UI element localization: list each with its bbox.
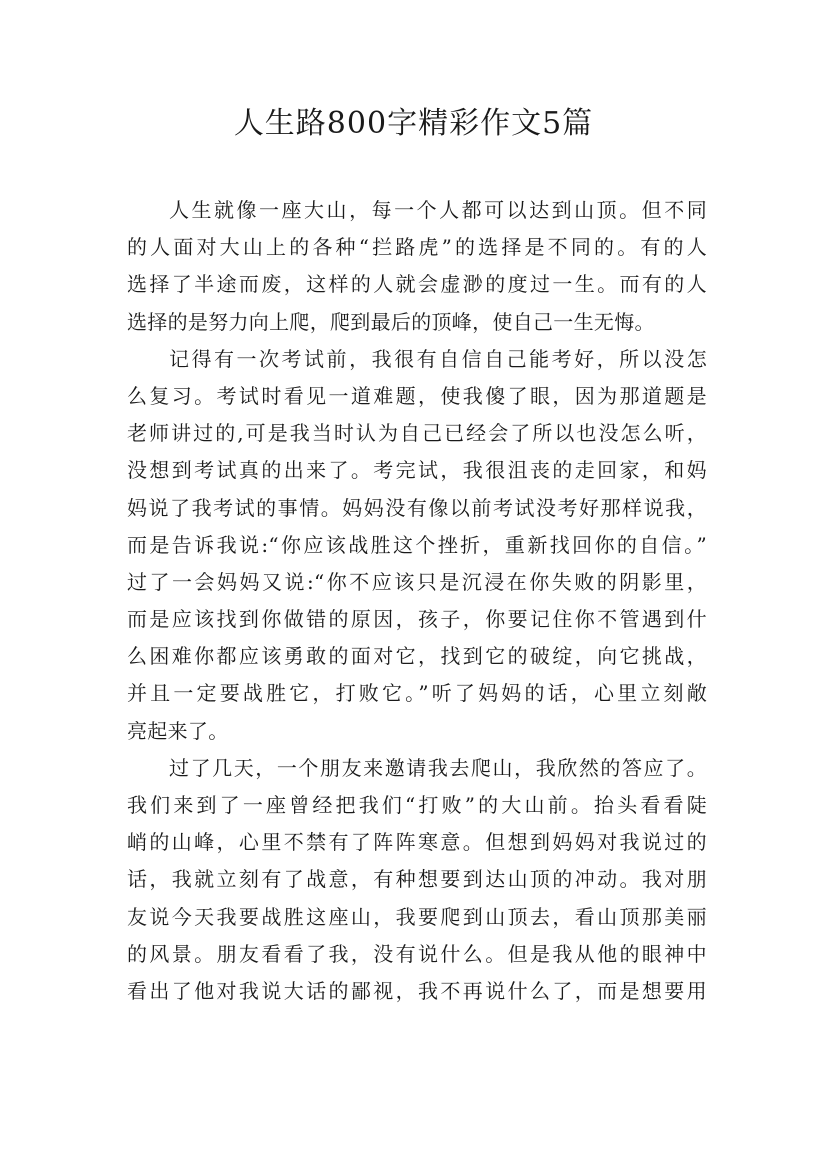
text-line: 并且一定要战胜它，打败它。”听了妈妈的话，心里立刻敞 [127, 681, 707, 706]
text-line: 峭的山峰，心里不禁有了阵阵寒意。但想到妈妈对我说过的 [127, 830, 707, 855]
text-line: 么困难你都应该勇敢的面对它，找到它的破绽，向它挑战， [127, 644, 707, 669]
text-line: 选择了半途而废，这样的人就会虚渺的度过一生。而有的人 [127, 272, 707, 297]
text-line: 没想到考试真的出来了。考完试，我很沮丧的走回家，和妈 [127, 458, 707, 483]
text-line: 的风景。朋友看看了我，没有说什么。但是我从他的眼神中 [127, 941, 707, 966]
document-title: 人生路800字精彩作文5篇 [233, 106, 594, 141]
text-line: 看出了他对我说大话的鄙视，我不再说什么了，而是想要用 [127, 978, 707, 1003]
text-line: 的人面对大山上的各种“拦路虎”的选择是不同的。有的人 [127, 235, 707, 260]
text-line: 我们来到了一座曾经把我们“打败”的大山前。抬头看看陡 [127, 793, 707, 817]
text-line: 亮起来了。 [127, 718, 229, 743]
text-line: 么复习。考试时看见一道难题，使我傻了眼，因为那道题是 [127, 383, 707, 408]
text-line: 老师讲过的,可是我当时认为自己已经会了所以也没怎么听， [127, 421, 707, 446]
text-line: 记得有一次考试前，我很有自信自己能考好，所以没怎 [169, 346, 707, 371]
text-line: 选择的是努力向上爬，爬到最后的顶峰，使自己一生无悔。 [127, 309, 655, 334]
text-line: 友说今天我要战胜这座山，我要爬到山顶去，看山顶那美丽 [127, 904, 707, 929]
text-line: 人生就像一座大山，每一个人都可以达到山顶。但不同 [169, 198, 707, 222]
text-line: 而是应该找到你做错的原因，孩子，你要记住你不管遇到什 [127, 607, 707, 632]
text-line: 话，我就立刻有了战意，有种想要到达山顶的冲动。我对朋 [127, 867, 707, 892]
text-line: 妈说了我考试的事情。妈妈没有像以前考试没考好那样说我， [127, 495, 707, 520]
text-line: 过了一会妈妈又说:“你不应该只是沉浸在你失败的阴影里， [127, 569, 707, 594]
text-line: 过了几天，一个朋友来邀请我去爬山，我欣然的答应了。 [169, 755, 707, 780]
document-body [127, 192, 707, 1010]
text-line: 而是告诉我说:“你应该战胜这个挫折，重新找回你的自信。” [127, 532, 707, 557]
